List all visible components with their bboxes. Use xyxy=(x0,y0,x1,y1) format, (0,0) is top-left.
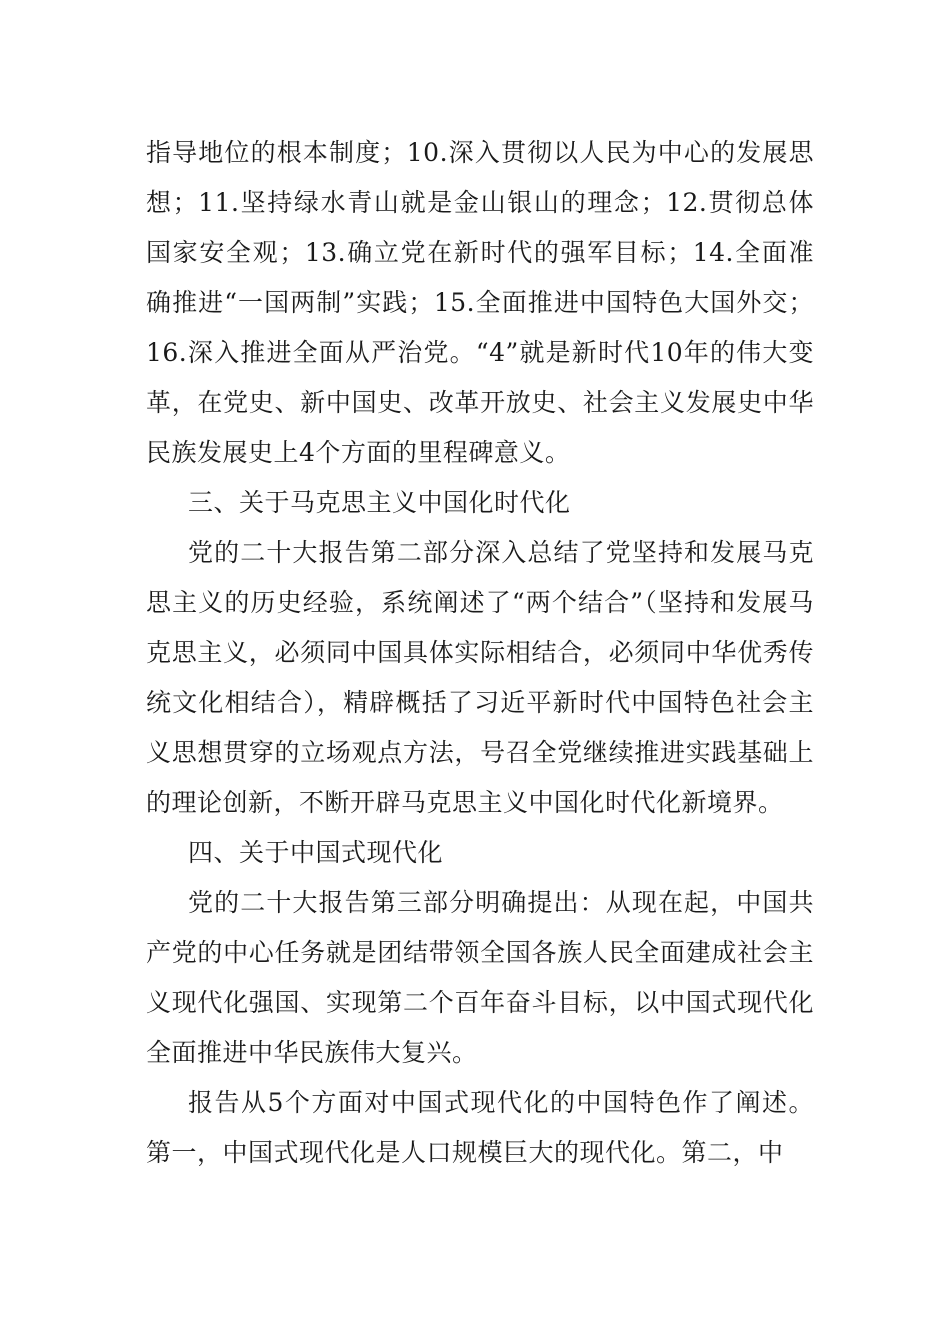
paragraph-continuation: 指导地位的根本制度；10.深入贯彻以人民为中心的发展思想；11.坚持绿水青山就是金山银山的理念；12.贯彻总体国家安全观；13.确立党在新时代的强军目标；14.全面准确推进“一国两制”实践；15.全面推进中国特色大国外交；16.深入推进全面从严治党。“4”就是新时代10年的伟大变革，在党史、新中国史、改革开放史、社会主义发展史中华民族发展史上4个方面的里程碑意义。 xyxy=(146,138,814,467)
document-body xyxy=(146,128,814,1178)
paragraph-marxism: 党的二十大报告第二部分深入总结了党坚持和发展马克思主义的历史经验，系统阐述了“两个结合”（坚持和发展马克思主义，必须同中国具体实际相结合，必须同中华优秀传统文化相结合），精辟概括了习近平新时代中国特色社会主义思想贯穿的立场观点方法，号召全党继续推进实践基础上的理论创新，不断开辟马克思主义中国化时代化新境界。 xyxy=(146,538,814,817)
section-heading-three: 三、关于马克思主义中国化时代化 xyxy=(188,488,571,517)
paragraph-central-task: 党的二十大报告第三部分明确提出：从现在起，中国共产党的中心任务就是团结带领全国各族人民全面建成社会主义现代化强国、实现第二个百年奋斗目标，以中国式现代化全面推进中华民族伟大复兴。 xyxy=(146,888,814,1067)
paragraph-five-aspects: 报告从5个方面对中国式现代化的中国特色作了阐述。第一，中国式现代化是人口规模巨大的现代化。第二，中 xyxy=(146,1088,814,1167)
section-heading-four: 四、关于中国式现代化 xyxy=(188,838,444,867)
